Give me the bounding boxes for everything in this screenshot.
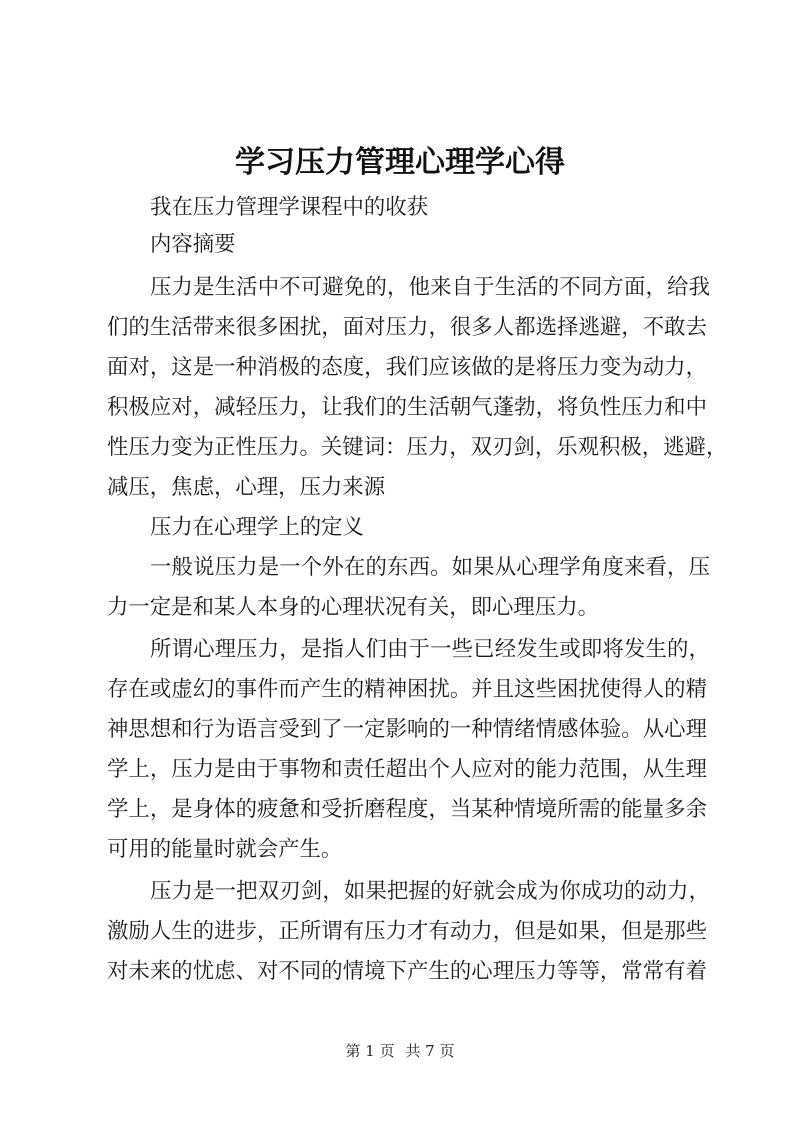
section-heading: 压力在心理学上的定义 — [150, 515, 364, 540]
paragraph-line: 们的生活带来很多困扰，面对压力，很多人都选择逃避，不敢去 — [107, 315, 707, 340]
paragraph-line: 压力是生活中不可避免的，他来自于生活的不同方面，给我 — [150, 275, 710, 300]
paragraph-line: 我在压力管理学课程中的收获 — [150, 195, 429, 220]
paragraph-line: 学上，压力是由于事物和责任超出个人应对的能力范围，从生理 — [107, 757, 707, 782]
page-footer — [0, 1040, 800, 1062]
page-number: 第 1 页 — [345, 1042, 395, 1060]
paragraph-line: 性压力变为正性压力。关键词：压力，双刃剑，乐观积极，逃避， — [107, 435, 728, 460]
paragraph-line: 一般说压力是一个外在的东西。如果从心理学角度来看，压 — [150, 555, 710, 580]
document-title: 学习压力管理心理学心得 — [235, 145, 565, 180]
paragraph-line: 对未来的忧虑、对不同的情境下产生的心理压力等等，常常有着 — [107, 959, 707, 984]
paragraph-line: 存在或虚幻的事件而产生的精神困扰。并且这些困扰使得人的精 — [107, 677, 707, 702]
page-total: 共 7 页 — [405, 1042, 455, 1060]
paragraph-line: 内容摘要 — [150, 232, 236, 257]
paragraph-line: 可用的能量时就会产生。 — [107, 837, 343, 862]
paragraph-line: 面对，这是一种消极的态度，我们应该做的是将压力变为动力， — [107, 355, 707, 380]
paragraph-line: 神思想和行为语言受到了一定影响的一种情绪情感体验。从心理 — [107, 717, 707, 742]
paragraph-line: 积极应对，减轻压力，让我们的生活朝气蓬勃，将负性压力和中 — [107, 395, 707, 420]
paragraph-line: 减压，焦虑，心理，压力来源 — [107, 475, 386, 500]
paragraph-line: 激励人生的进步，正所谓有压力才有动力，但是如果，但是那些 — [107, 919, 707, 944]
paragraph-line: 所谓心理压力，是指人们由于一些已经发生或即将发生的， — [150, 637, 710, 662]
paragraph-line: 学上，是身体的疲惫和受折磨程度，当某种情境所需的能量多余 — [107, 797, 707, 822]
paragraph-line: 力一定是和某人本身的心理状况有关，即心理压力。 — [107, 595, 599, 620]
paragraph-line: 压力是一把双刃剑，如果把握的好就会成为你成功的动力， — [150, 879, 710, 904]
